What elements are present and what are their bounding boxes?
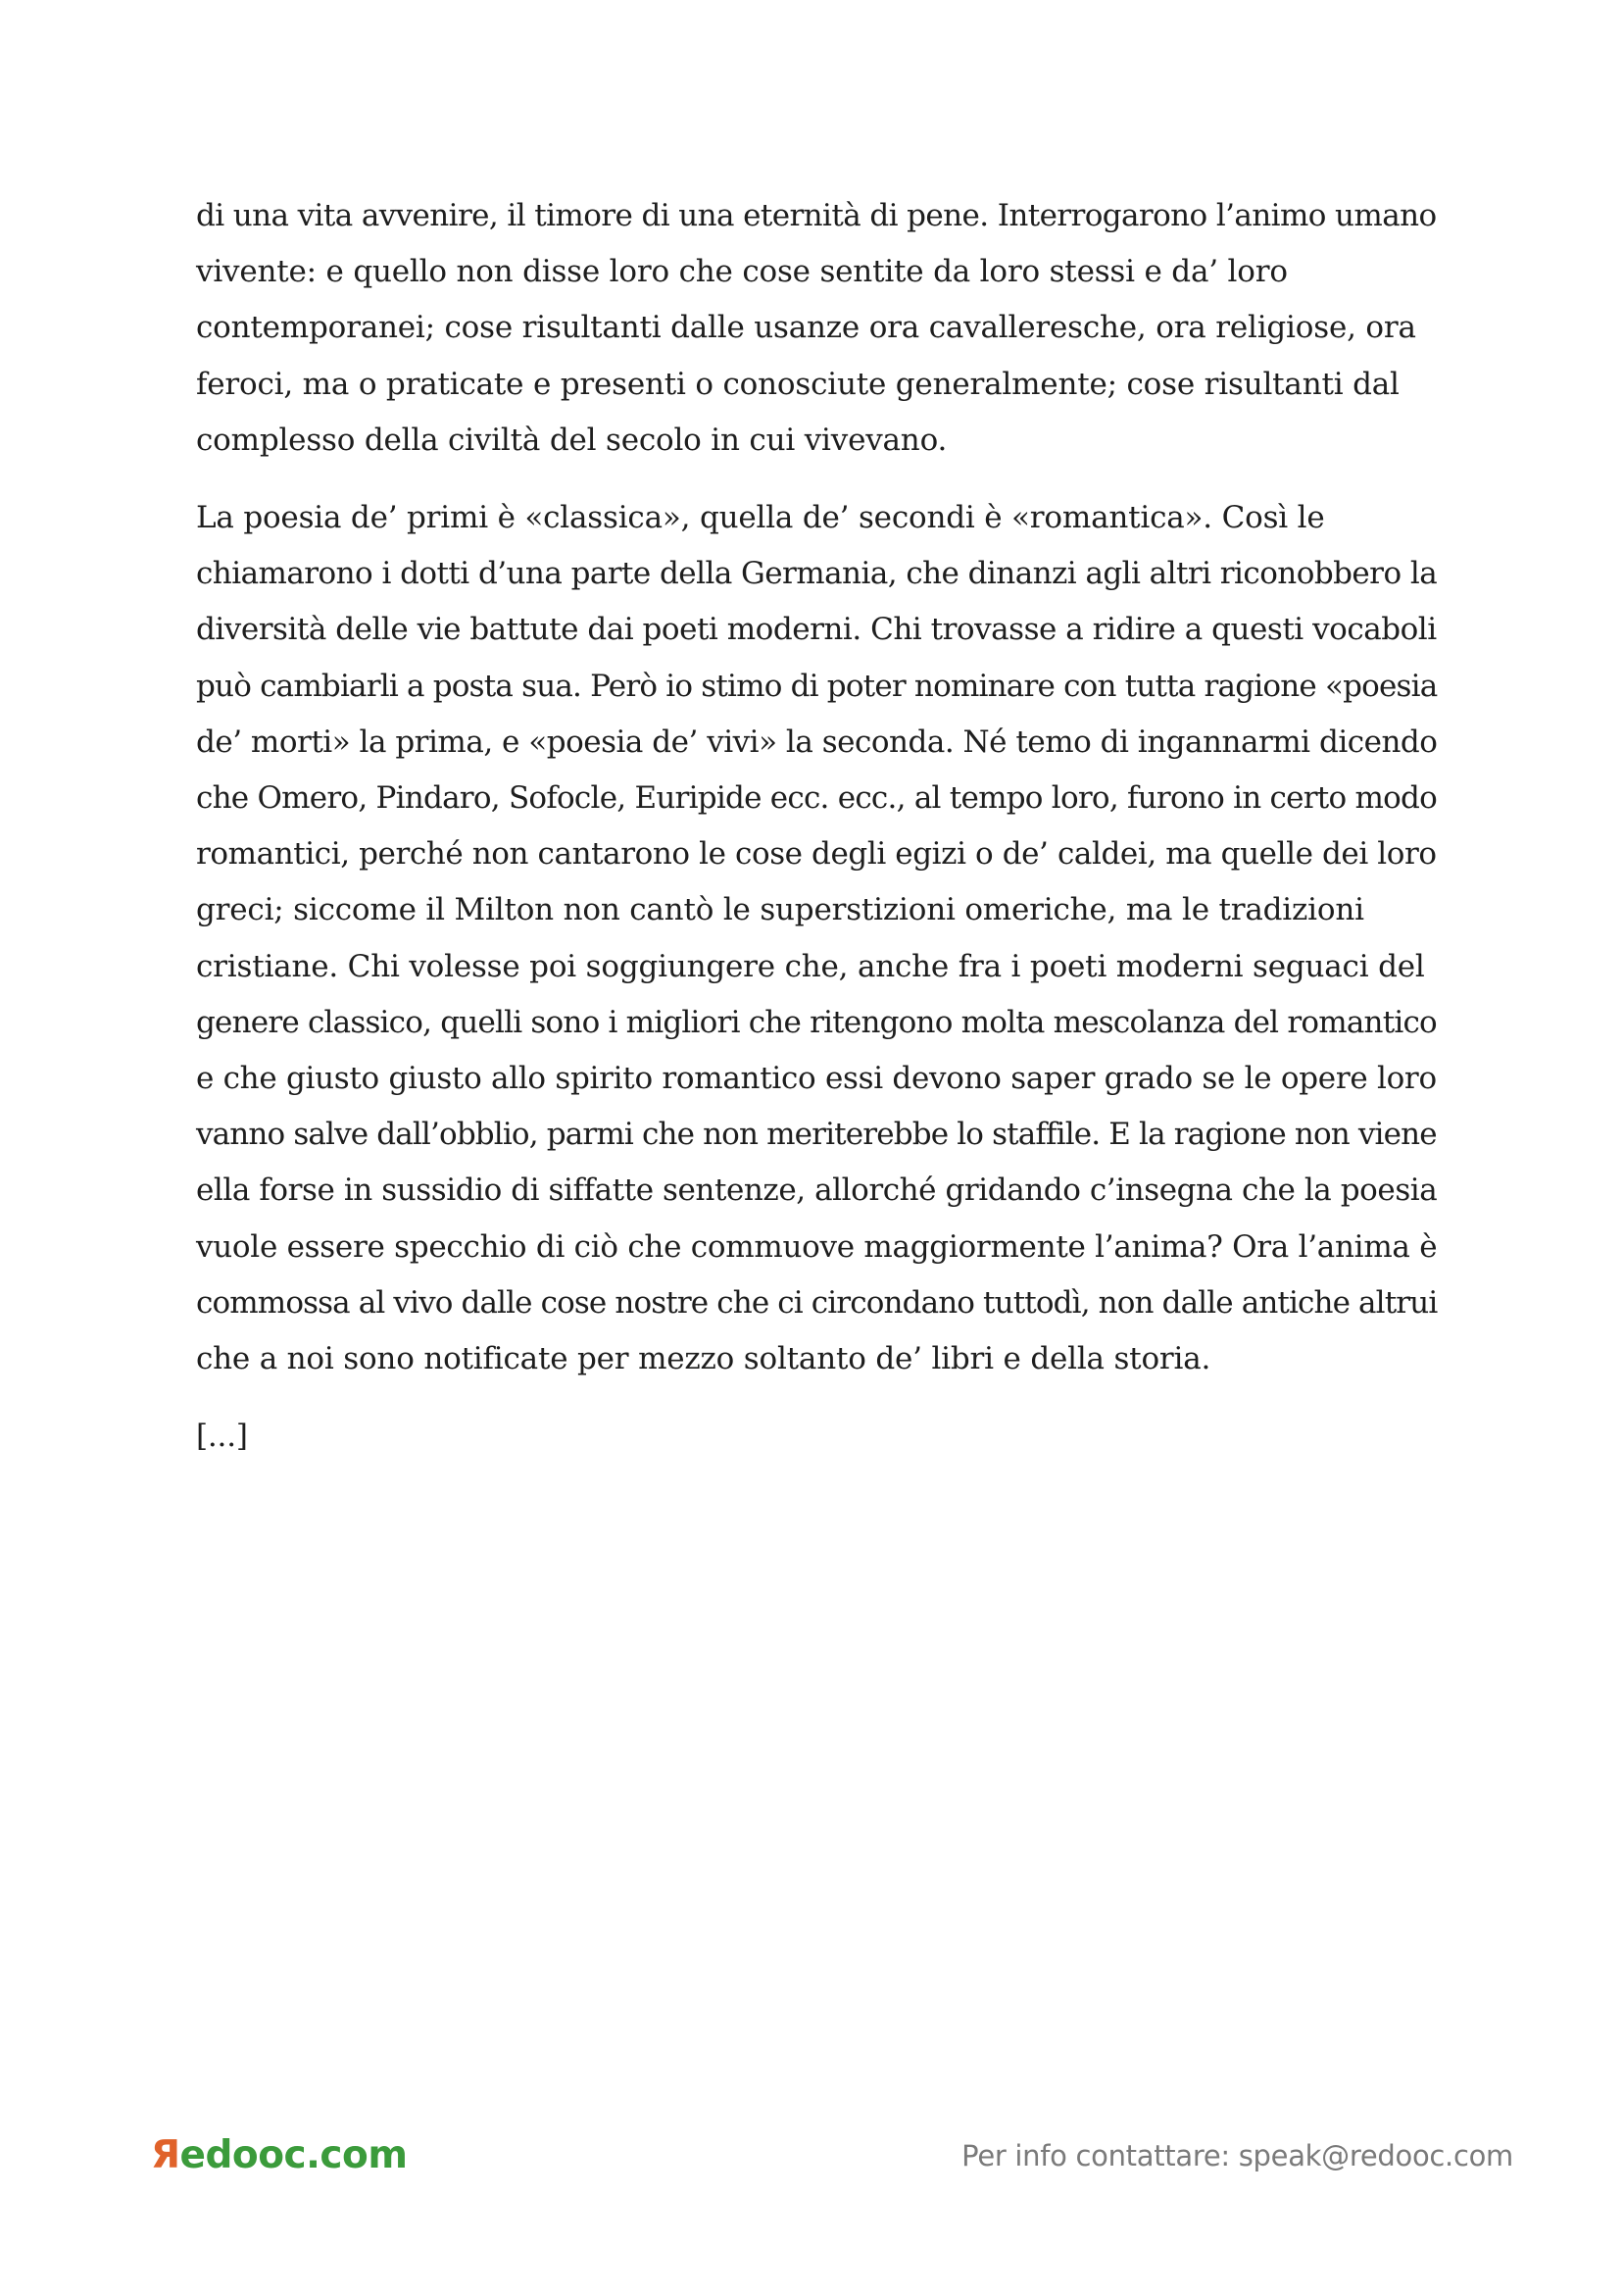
text-line: ella forse in sussidio di siffatte sentenze, allorché gridando c’insegna che la poesia	[196, 1173, 1438, 1209]
contact-info: Per info contattare: speak@redooc.com	[961, 2139, 1513, 2172]
text-line: e che giusto giusto allo spirito romantico essi devono saper grado se le opere loro	[196, 1061, 1437, 1097]
text-line: cristiane. Chi volesse poi soggiungere che, anche fra i poeti moderni seguaci del	[196, 948, 1425, 984]
text-line: chiamarono i dotti d’una parte della Germania, che dinanzi agli altri riconobbero la	[196, 556, 1438, 592]
text-line: vivente: e quello non disse loro che cose sentite da loro stessi e da’ loro	[196, 254, 1288, 290]
document-body	[196, 188, 1437, 1486]
text-line: romantici, perché non cantarono le cose degli egizi o de’ caldei, ma quelle dei loro	[196, 836, 1437, 873]
text-line: complesso della civiltà del secolo in cui vivevano.	[196, 422, 948, 458]
text-line: de’ morti» la prima, e «poesia de’ vivi» la seconda. Né temo di ingannarmi dicendo	[196, 724, 1438, 760]
text-line: [...]	[196, 1419, 248, 1455]
text-line: può cambiarli a posta sua. Però io stimo di poter nominare con tutta ragione «poesia	[196, 668, 1438, 704]
text-line: commossa al vivo dalle cose nostre che ci circondano tuttodì, non dalle antiche altrui	[196, 1284, 1438, 1321]
text-line: diversità delle vie battute dai poeti moderni. Chi trovasse a ridire a questi vocaboli	[196, 612, 1437, 648]
ellipsis-paragraph	[196, 1409, 1437, 1465]
logo-text: edooc.com	[179, 2133, 408, 2177]
text-line: greci; siccome il Milton non cantò le superstizioni omeriche, ma le tradizioni	[196, 892, 1364, 928]
text-line: feroci, ma o praticate e presenti o conosciute generalmente; cose risultanti dal	[196, 366, 1400, 402]
redooc-logo[interactable]	[151, 2133, 407, 2177]
text-line: genere classico, quelli sono i migliori che ritengono molta mescolanza del romantico	[196, 1004, 1437, 1040]
text-line: vuole essere specchio di ciò che commuove maggiormente l’anima? Ora l’anima è	[196, 1228, 1438, 1265]
text-line: vanno salve dall’obblio, parmi che non meriterebbe lo staffile. E la ragione non viene	[196, 1117, 1437, 1153]
text-line: che Omero, Pindaro, Sofocle, Euripide ecc. ecc., al tempo loro, furono in certo modo	[196, 780, 1438, 817]
paragraph-1	[196, 188, 1437, 469]
text-line: di una vita avvenire, il timore di una eternità di pene. Interrogarono l’animo umano	[196, 198, 1437, 233]
text-line: La poesia de’ primi è «classica», quella de’ secondi è «romantica». Così le	[196, 500, 1325, 536]
text-line: che a noi sono notificate per mezzo soltanto de’ libri e della storia.	[196, 1341, 1211, 1377]
paragraph-2	[196, 490, 1437, 1387]
text-line: contemporanei; cose risultanti dalle usanze ora cavalleresche, ora religiose, ora	[196, 310, 1416, 346]
logo-letter-r: Я	[151, 2133, 180, 2177]
